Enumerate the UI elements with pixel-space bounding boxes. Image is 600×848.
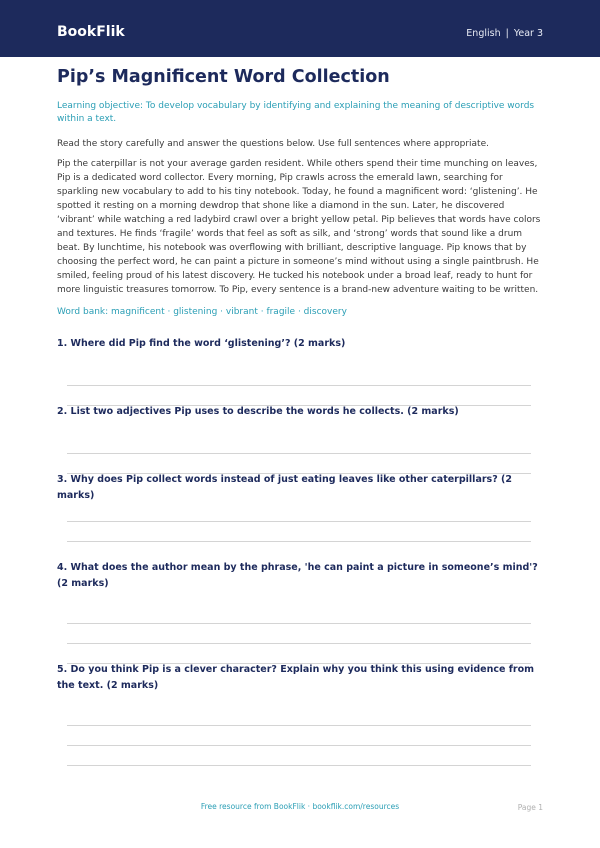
answer-line[interactable] [67, 541, 531, 542]
page-header [0, 0, 600, 57]
answer-line[interactable] [67, 453, 531, 454]
instructions: Read the story carefully and answer the questions below. Use full sentences where appropriate. [57, 139, 489, 149]
story-text: Pip the caterpillar is not your average garden resident. While others spend their time munching on leaves, Pip is a dedicated word collector. Every morning, Pip crawls across the emerald lawn, searching for sparkling new vocabulary to add to his tiny notebook. Today, he found a magnificent word: ‘glistening’. He spotted it resting on a morning dewdrop that shone like a diamond in the sun. Later, he discovered ‘vibrant’ while watching a red ladybird crawl over a bright yellow petal. Pip believes that words have colors and textures. He finds ‘fragile’ words that feel as soft as silk, and ‘strong’ words that sound like a drum beat. By lunchtime, his notebook was overflowing with brilliant, descriptive language. Pip knows that by choosing the perfect word, he can paint a picture in someone’s mind without using a single paintbrush. He smiled, feeling proud of his latest discovery. He tucked his notebook under a broad leaf, ready to hunt for more linguistic treasures tomorrow. To Pip, every sentence is a brand-new adventure waiting to be written. [57, 159, 541, 295]
footer-resource-link[interactable]: Free resource from BookFlik · bookflik.com/resources [200, 802, 400, 811]
page-number: Page 1 [517, 803, 543, 812]
answer-line[interactable] [67, 643, 531, 644]
answer-line[interactable] [67, 745, 531, 746]
answer-line[interactable] [67, 521, 531, 522]
subject-label: English [466, 28, 501, 39]
word-bank: Word bank: magnificent · glistening · vibrant · fragile · discovery [57, 307, 347, 317]
question-2: 2. List two adjectives Pip uses to describe the words he collects. (2 marks) [57, 406, 459, 417]
learning-objective: Learning objective: To develop vocabulary by identifying and explaining the meaning of descriptive words within a text. [57, 101, 535, 124]
question-3: 3. Why does Pip collect words instead of just eating leaves like other caterpillars? (2 marks) [57, 474, 512, 501]
answer-line[interactable] [67, 765, 531, 766]
year-label: Year 3 [513, 28, 543, 39]
answer-line[interactable] [67, 385, 531, 386]
answer-line[interactable] [67, 623, 531, 624]
question-5: 5. Do you think Pip is a clever character? Explain why you think this using evidence from the text. (2 marks) [57, 664, 535, 691]
worksheet-title: Pip’s Magnificent Word Collection [57, 67, 390, 87]
question-4: 4. What does the author mean by the phrase, 'he can paint a picture in someone’s mind'? (2 marks) [57, 562, 538, 589]
answer-line[interactable] [67, 725, 531, 726]
question-1: 1. Where did Pip find the word ‘glistening’? (2 marks) [57, 338, 346, 349]
divider: | [505, 28, 509, 39]
subject-year [466, 28, 543, 40]
brand-logo[interactable]: BookFlik [57, 24, 125, 40]
